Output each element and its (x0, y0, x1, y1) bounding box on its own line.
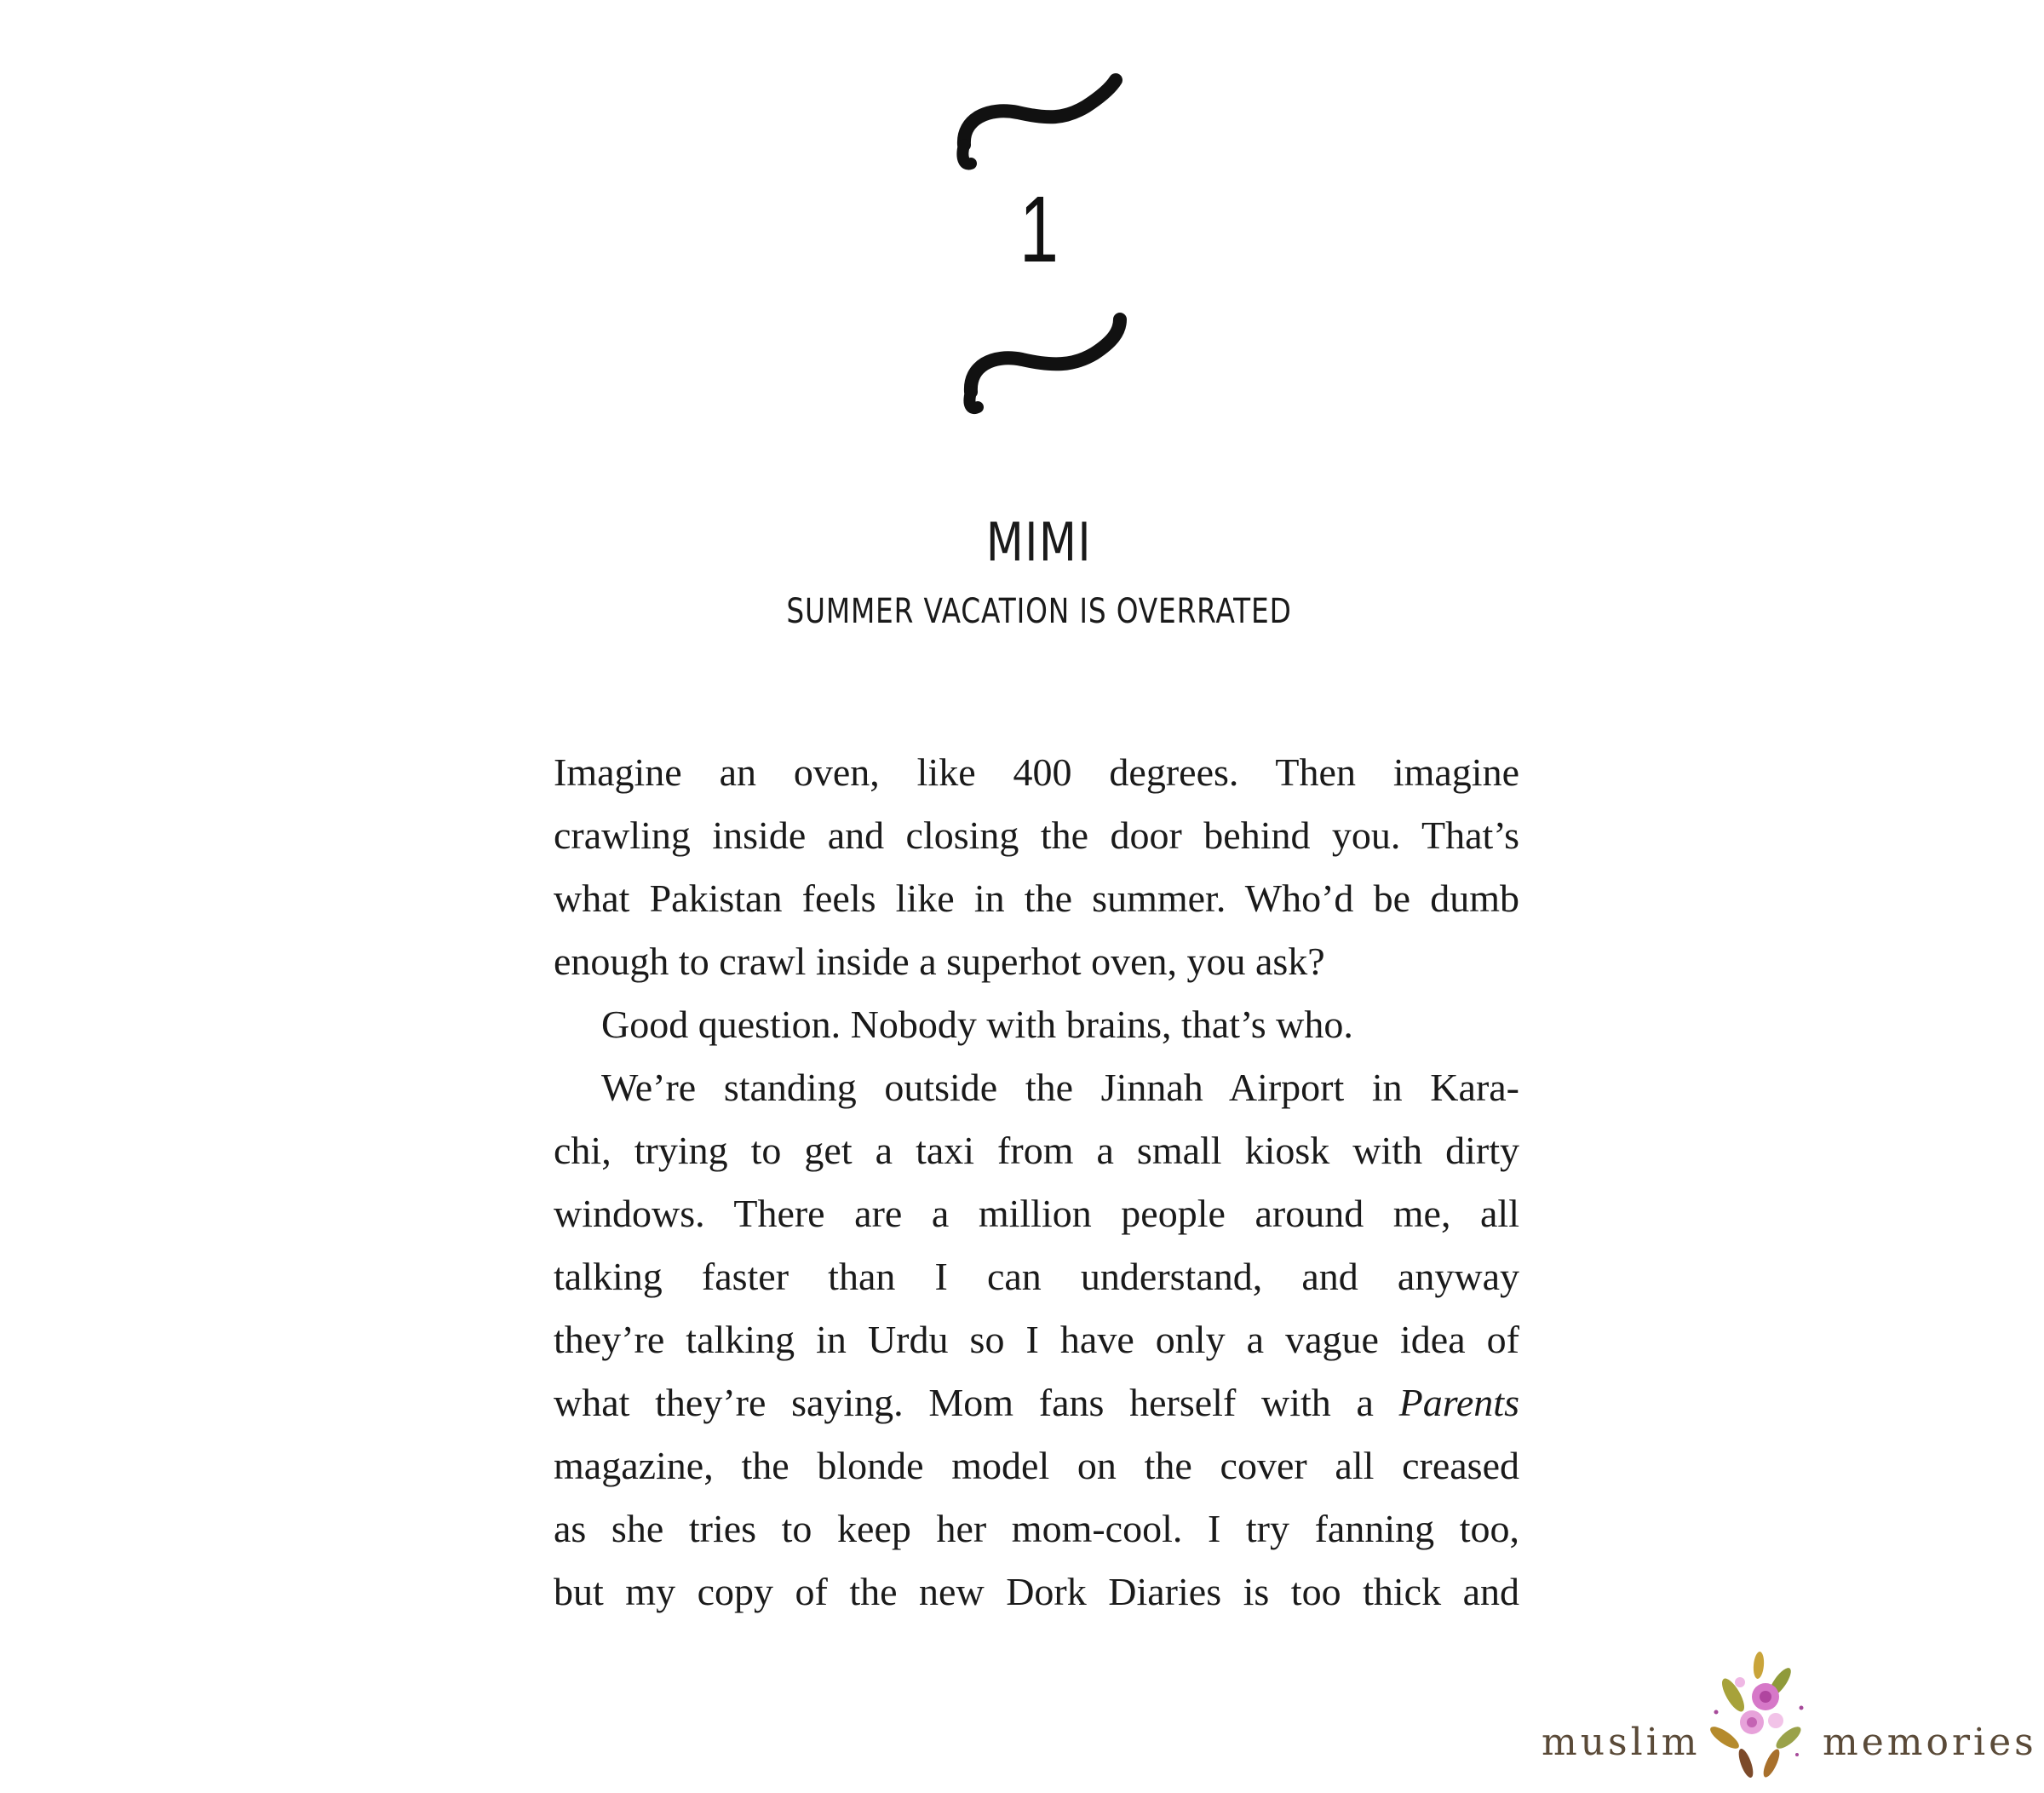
paragraph (554, 993, 1519, 1056)
text-line-with-italic (554, 1371, 1519, 1434)
italic-word: Parents (1398, 1381, 1519, 1424)
text-line: Imagine an oven, like 400 degrees. Then imagine (554, 750, 1519, 794)
text-line: what Pakistan feels like in the summer. Who’d be dumb (554, 876, 1519, 920)
text-line: talking faster than I can understand, and anyway (554, 1255, 1519, 1298)
chapter-subtitle: SUMMER VACATION IS OVERRATED (786, 592, 1292, 631)
watermark-left-word: muslim (1542, 1721, 1701, 1764)
body-text (554, 741, 1519, 1623)
flower-icon (1699, 1644, 1818, 1789)
text-line: magazine, the blonde model on the cover all creased (554, 1444, 1519, 1487)
text-line: windows. There are a million people around me, all (554, 1192, 1519, 1235)
paragraph (554, 1056, 1519, 1623)
paragraph (554, 741, 1519, 993)
text-line: as she tries to keep her mom-cool. I try fanning too, (554, 1507, 1519, 1550)
text-segment: what they’re saying. Mom fans herself with a (554, 1381, 1399, 1424)
text-line: they’re talking in Urdu so I have only a vague idea of (554, 1318, 1519, 1361)
text-line: enough to crawl inside a superhot oven, you ask? (554, 940, 1325, 983)
watermark-logo (1533, 1644, 2044, 1789)
chapter-number: 1 (1019, 177, 1059, 282)
text-line: We’re standing outside the Jinnah Airport in Kara- (601, 1066, 1519, 1109)
text-line: Good question. Nobody with brains, that’s who. (601, 1003, 1353, 1046)
watermark-right-word: memories (1823, 1721, 2037, 1764)
text-line: but my copy of the new Dork Diaries is too thick and (554, 1570, 1519, 1613)
text-line: crawling inside and closing the door behind you. That’s (554, 813, 1519, 857)
chapter-title: MIMI (985, 511, 1093, 573)
text-line: chi, trying to get a taxi from a small kiosk with dirty (554, 1129, 1519, 1172)
